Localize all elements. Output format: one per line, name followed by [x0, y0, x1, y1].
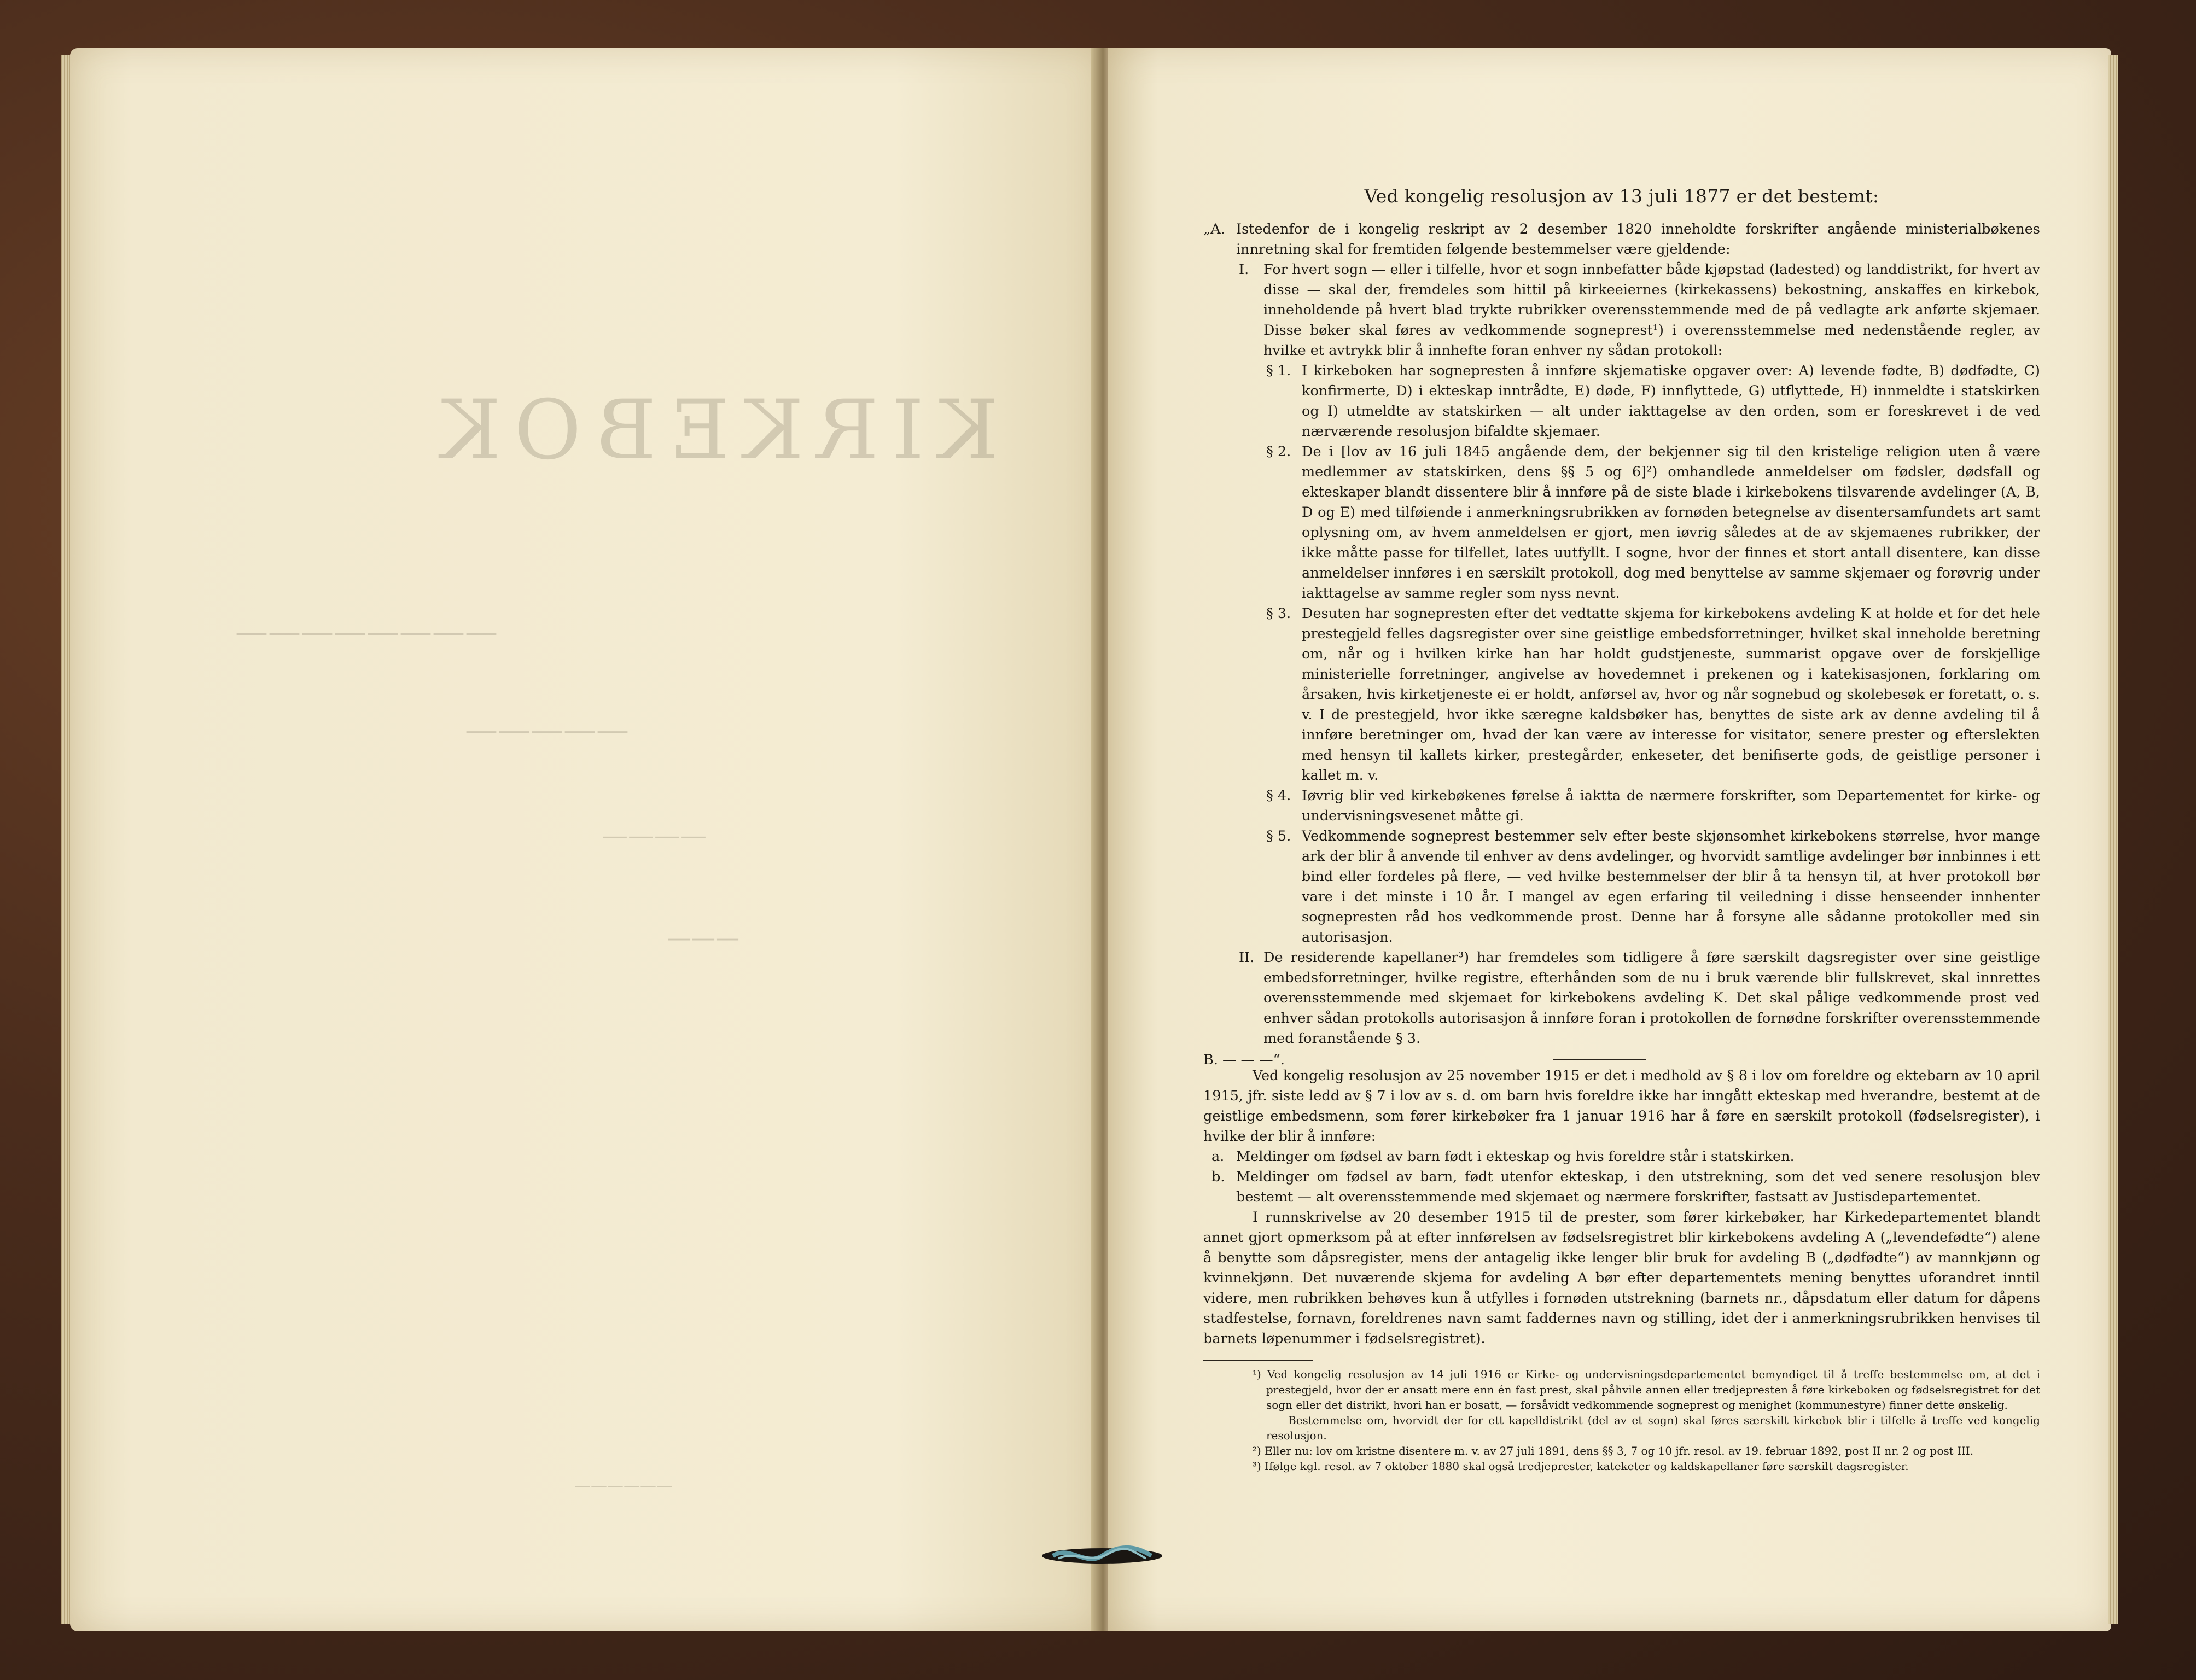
bleed-through-line: ——— [667, 924, 739, 952]
circular-1915: I runnskrivelse av 20 desember 1915 til de prester, som fører kirkebøker, har Kirkedepartementet blandt annet gjort opmerksom på at efter innførelsen av fødselsregistret blir kirkebokens avdeling A („levendefødte“) alene å benytte som dåpsregister, mens der antagelig ikke lenger blir bruk for avdeling B („dødfødte“) av mannkjønn og kvinnekjønn. Det nuværende skjema for avdeling A bør efter departementets mening benyttes uforandret inntil videre, men rubrikken behøves kun å utfylles i fornøden utstrekning (barnets nr., dåpsdatum eller datum for dåpens stadfestelse, fornavn, foreldrenes navn samt faddernes navn og stilling, idet der i anmerkningsrubrikken henvises til barnets løpenummer i fødselsregistret). [1203, 1209, 2040, 1347]
binding-thread-icon [1036, 1542, 1168, 1570]
paragraph-text: Iøvrig blir ved kirkebøkenes førelse å iaktta de nærmere forskrifter, som Departementet for kirke- og undervisningsvesenet måtte gi. [1302, 788, 2040, 824]
paragraph-4 [1203, 786, 2040, 826]
left-page [70, 48, 1101, 1631]
section-i-label: I. [1239, 261, 1249, 278]
footnote: Bestemmelse om, hvorvidt der for ett kapelldistrikt (del av et sogn) skal føres særskilt kirkebok blir i tilfelle å treffe ved kongelig resolusjon. [1266, 1414, 2040, 1442]
paragraph-1 [1203, 361, 2040, 442]
paragraph-5 [1203, 826, 2040, 948]
paragraph-label: § 3. [1266, 605, 1291, 622]
paragraph-label: § 1. [1266, 363, 1291, 379]
footnotes [1203, 1360, 2040, 1474]
bleed-through-line: ———— [602, 820, 707, 851]
list-item-label: b. [1211, 1169, 1225, 1185]
footnote-rule [1203, 1360, 1313, 1361]
bleed-through-title: KIRKEBOK [427, 383, 999, 478]
section-a-text: Istedenfor de i kongelig reskript av 2 desember 1820 inneholdte forskrifter angående ministerialbøkenes innretning skal for fremtiden følgende bestemmelser være gjeldende: [1236, 221, 2040, 258]
bleed-through-line: —————— [574, 1477, 673, 1496]
section-a-label: „A. [1203, 221, 1225, 237]
resolution-text-block [1203, 186, 2040, 1474]
section-i-text: For hvert sogn — eller i tilfelle, hvor et sogn innbefatter både kjøpstad (ladested) og landdistrikt, for hvert av disse — skal der, fremdeles som hittil på kirkeeiernes (kirkekassens) bekostning, anskaffes en kirkebok, inneholdende på hvert blad trykte rubrikker overensstemmende med de på vedlagte ark anførte skjemaer. Disse bøker skal føres av vedkommende sogneprest¹) i overensstemmelse med nedenstående regler, av hvilke et avtrykk blir å innhefte foran enhver ny sådan protokoll: [1263, 261, 2040, 359]
paragraph-text: Desuten har sognepresten efter det vedtatte skjema for kirkebokens avdeling K at holde et for det hele prestegjeld felles dagsregister over sine geistlige embedsforretninger, hvilket skal inneholde beretning om, når og i hvilken kirke han har holdt gudstjeneste, summarist opgave over de forskjellige ministerielle forretninger, angivelse av hovedemnet i prekenen og i katekisasjonen, forklaring om årsaken, hvis kirketjeneste ei er holdt, anførsel av, hvor og når sognebud og skolebesøk er foretatt, o. s. v. I de prestegjeld, hvor ikke særegne kaldsbøker has, benyttes de siste ark av denne avdeling til å innføre beretninger om, hvad der kan være av interesse for visitator, senere prester og efterslekten med hensyn til kallets kirker, prestegårder, enkeseter, det benifiserte gods, de geistlige personer i kallet m. v. [1302, 605, 2040, 784]
paragraph-2 [1203, 442, 2040, 604]
section-a [1203, 219, 2040, 260]
footnote: ³) Ifølge kgl. resol. av 7 oktober 1880 skal også tredjeprester, kateketer og kaldskapellaner føre særskilt dagsregister. [1253, 1460, 1909, 1473]
bleed-through-line: ————— [465, 711, 629, 749]
list-item-label: a. [1211, 1148, 1225, 1165]
section-ii [1203, 948, 2040, 1049]
footnote: ¹) Ved kongelig resolusjon av 14 juli 1916 er Kirke- og undervisningsdepartementet bemyndiget til å treffe bestemmelse om, at det i prestegjeld, hvor der er ansatt mere enn én fast prest, skal påhvile annen eller tredjepresten å føre kirkeboken og fødselsregistret for det sogn eller det distrikt, hvori han er bosatt, — forsåvidt vedkommende sogneprest og menighet (kommunestyre) finner dette ønskelig. [1253, 1368, 2040, 1411]
list-item-a [1203, 1147, 2040, 1167]
section-b: B. — — —“. [1203, 1052, 1285, 1068]
paragraph-text: I kirkeboken har sognepresten å innføre skjematiske opgaver over: A) levende fødte, B) dødfødte, C) konfirmerte, D) i ekteskap inntrådte, E) døde, F) innflyttede, G) utflyttede, H) innmeldte i statskirken og I) utmeldte av statskirken — alt under iakttagelse av den orden, som er foreskrevet i de ved nærværende resolusjon bifaldte skjemaer. [1302, 363, 2040, 440]
paragraph-text: Vedkommende sogneprest bestemmer selv efter beste skjønsomhet kirkebokens størrelse, hvor mange ark der blir å anvende til enhver av dens avdelinger, og hvorvidt samtlige avdelinger bør innbinnes i ett bind eller fordeles på flere, — ved hvilke bestemmelser der blir å ta hensyn til, at hver protokoll bør vare i det minste i 10 år. I mangel av egen erfaring til veiledning i disse henseender innhenter sognepresten råd hos vedkommende prost. Denne har å forsyne alle sådanne protokoller med sin autorisasjon. [1302, 828, 2040, 946]
section-ii-text: De residerende kapellaner³) har fremdeles som tidligere å føre særskilt dagsregister over sine geistlige embedsforretninger, hvilke registre, efterhånden som de nu i bruk værende blir fullskrevet, skal innrettes overensstemmende med skjemaet for kirkebokens avdeling K. Det skal pålige vedkommende prost ved enhver sådan protokolls autorisasjon å innføre foran i protokollen de fornødne forskrifter overensstemmende med foranstående § 3. [1263, 949, 2040, 1047]
section-i [1203, 260, 2040, 361]
paragraph-label: § 5. [1266, 828, 1291, 844]
paragraph-3 [1203, 604, 2040, 786]
bleed-through-line: ———————— [235, 612, 498, 651]
paragraph-label: § 2. [1266, 444, 1291, 460]
list-item-text: Meldinger om fødsel av barn, født utenfor ekteskap, i den utstrekning, som det ved senere resolusjon blev bestemt — alt overensstemmende med skjemaet og nærmere forskrifter, fastsatt av Justisdepartementet. [1236, 1169, 2040, 1205]
footnote: ²) Eller nu: lov om kristne disentere m. v. av 27 juli 1891, dens §§ 3, 7 og 10 jfr. resol. av 19. februar 1892, post II nr. 2 og post III. [1253, 1444, 1974, 1457]
right-page-edge [2108, 55, 2118, 1624]
paragraph-label: § 4. [1266, 788, 1291, 804]
page-heading: Ved kongelig resolusjon av 13 juli 1877 er det bestemt: [1364, 185, 1879, 207]
section-ii-label: II. [1239, 949, 1255, 966]
resolution-1915: Ved kongelig resolusjon av 25 november 1915 er det i medhold av § 8 i lov om foreldre og ektebarn av 10 april 1915, jfr. siste ledd av § 7 i lov av s. d. om barn hvis foreldre ikke har inngått ekteskap med hverandre, bestemt at de geistlige embedsmenn, som fører kirkebøker fra 1 januar 1916 har å føre en særskilt protokoll (fødselsregister), i hvilke der blir å innføre: [1203, 1068, 2040, 1145]
paragraph-text: De i [lov av 16 juli 1845 angående dem, der bekjenner sig til den kristelige religion uten å være medlemmer av statskirken, dens §§ 5 og 6]²) omhandlede anmeldelser om fødsler, dødsfall og ekteskaper blandt dissentere blir å innføre på de siste blade i kirkebokens tilsvarende avdelinger (A, B, D og E) med tilføiende i anmerkningsrubrikken av fornøden betegnelse av disentersamfundets art samt oplysning om, av hvem anmeldelsen er gjort, men iøvrig således at de av skjemaenes rubrikker, der ikke måtte passe for tilfellet, lates uutfyllt. I sogne, hvor der finnes et stort antall disentere, kan disse anmeldelser innføres i en særskilt protokoll, dog med benyttelse av samme skjemaer og forøvrig under iakttagelse av samme regler som nyss nevnt. [1302, 444, 2040, 602]
list-item-b [1203, 1167, 2040, 1208]
list-item-text: Meldinger om fødsel av barn født i ekteskap og hvis foreldre står i statskirken. [1236, 1148, 1795, 1165]
